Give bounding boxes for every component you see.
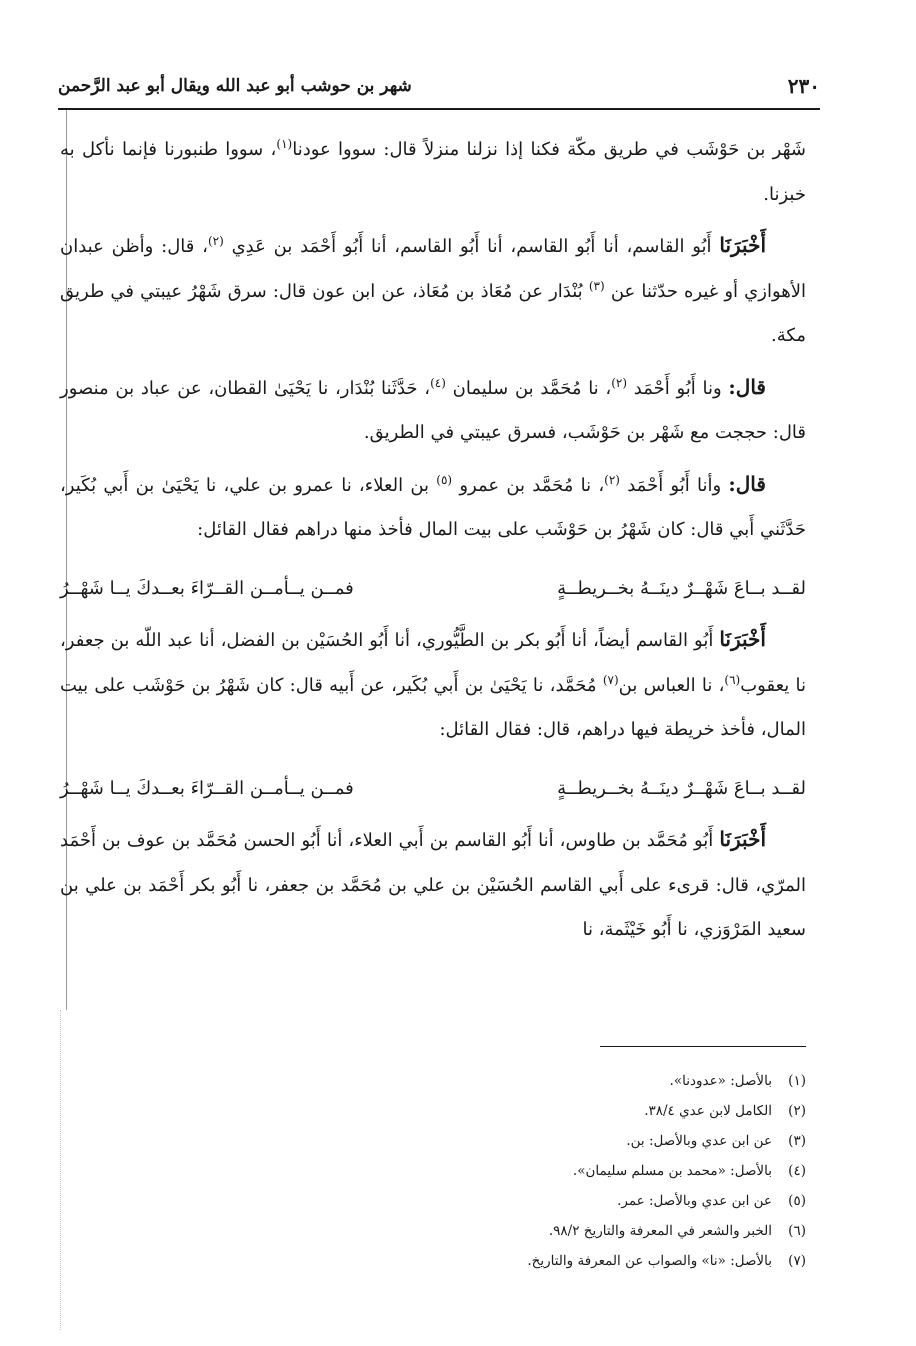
paragraph-1: شَهْر بن حَوْشَب في طريق مكّة فكنا إذا نزلنا منزلاً قال: سووا عودنا$^{(١)}$، سووا طنبورنا فإنما نأكل به خبزنا.	[60, 137, 806, 205]
footnote-item: (٥) عن ابن عدي وبالأصل: عمر.	[617, 1193, 806, 1209]
paragraph-3: قال: ونا أَبُو أَحْمَد $^{(٢)}$، نا مُحَمَّد بن سليمان $^{(٤)}$، حَدَّثَنا بُنْدَار، نا يَحْيَىٰ القطان، عن عباد بن منصور قال: حججت مع شَهْر بن حَوْشَب، فسرق عيبتي في الطريق.	[60, 374, 806, 443]
paragraph-6: أَخْبَرَنَا أَبُو مُحَمَّد بن طاوس، أنا أَبُو القاسم بن أَبي العلاء، أنا أَبُو الحسن مُحَمَّد بن عوف بن أَحْمَد المرّي، قال: قرىء على أَبي القاسم الحُسَيْن بن علي بن مُحَمَّد بن جعفر، نا أَبُو بكر أَحْمَد بن علي بن سعيد المَرْوَزي، نا أَبُو خَيْثَمة، نا	[60, 827, 806, 940]
akhbarana-lead: أَخْبَرَنَا	[719, 233, 766, 257]
footnote-item: (٢) الكامل لابن عدي ٣٨/٤.	[644, 1103, 806, 1119]
footnote-item: (٦) الخبر والشعر في المعرفة والتاريخ ٩٨/٢.	[548, 1223, 806, 1239]
footnote-ref-7[interactable]: (٧)	[602, 672, 619, 687]
verse-2-second-hemistich: فمــن يــأمــن القــرّاءَ بعــدكَ يــا شَهْــرُ	[60, 777, 354, 799]
footnote-item: (٣) عن ابن عدي وبالأصل: بن.	[626, 1133, 806, 1149]
paragraph-4: قال: وأنا أَبُو أَحْمَد $^{(٢)}$، نا مُحَمَّد بن عمرو $^{(٥)}$ بن العلاء، نا عمرو بن علي، نا يَحْيَىٰ بن أَبي بُكَير، حَدَّثَني أَبي قال: كان شَهْرُ بن حَوْشَب على بيت المال فأخذ منها دراهم فقال القائل:	[60, 471, 806, 540]
verse-1	[60, 567, 806, 612]
page-header	[58, 66, 820, 106]
header-rule	[58, 108, 820, 110]
akhbarana-lead-3: أَخْبَرَنَا	[719, 827, 766, 851]
qala-lead-2: قال:	[728, 471, 766, 496]
akhbarana-lead-2: أَخْبَرَنَا	[719, 627, 766, 651]
scan-margin-dotted-line	[60, 1010, 61, 1330]
footnote-item: (٧) بالأصل: «نا» والصواب عن المعرفة والتاريخ.	[527, 1253, 806, 1269]
footnote-ref-6[interactable]: (٦)	[724, 672, 741, 687]
footnote-ref-3[interactable]: (٣)	[588, 278, 605, 293]
verse-2-first-hemistich: لقــد بــاعَ شَهْــرٌ دينَــهُ بخــريطــةٍ	[557, 777, 806, 799]
footnote-ref-5[interactable]: (٥)	[436, 472, 453, 487]
footnotes	[440, 1066, 806, 1276]
verse-1-second-hemistich: فمــن يــأمــن القــرّاءَ بعــدكَ يــا شَهْــرُ	[60, 577, 354, 599]
verse-1-first-hemistich: لقــد بــاعَ شَهْــرٌ دينَــهُ بخــريطــةٍ	[557, 577, 806, 599]
main-text	[60, 128, 806, 959]
footnote-item: (٤) بالأصل: «محمد بن مسلم سليمان».	[572, 1163, 806, 1179]
footnote-ref-1[interactable]: (١)	[276, 137, 293, 151]
qala-lead: قال:	[728, 374, 766, 399]
paragraph-5: أَخْبَرَنَا أَبُو القاسم أيضاً، أنا أَبُو بكر بن الطَّيُّوري، أنا أَبُو الحُسَيْن بن الفضل، أنا عبد اللّه بن جعفر، نا يعقوب$^{(٦)}$، نا العباس بن$^{(٧)}$ مُحَمَّد، نا يَحْيَىٰ بن أَبي بُكَير، عن أَبيه قال: كان شَهْرُ بن حَوْشَب على بيت المال، فأخذ خريطة فيها دراهم، قال: فقال القائل:	[60, 627, 806, 740]
paragraph-2: أَخْبَرَنَا أَبُو القاسم، أنا أَبُو القاسم، أنا أَبُو القاسم، أنا أَبُو أَحْمَد بن عَدِي $^{(٢)}$، قال: وأظن عبدان الأهوازي أو غيره حدّثنا عن $^{(٣)}$ بُنْدَار عن مُعَاذ بن مُعَاذ، عن ابن عون قال: سرق شَهْرُ عيبتي في طريق مكة.	[60, 233, 806, 346]
running-title: شهر بن حوشب أبو عبد الله ويقال أبو عبد الرَّحمن	[58, 76, 412, 96]
footnote-ref-2b[interactable]: (٢)	[611, 375, 628, 390]
footnote-ref-4[interactable]: (٤)	[430, 375, 446, 390]
footnote-item: (١) بالأصل: «عدودنا».	[669, 1073, 806, 1089]
page-number: ٢٣٠	[787, 74, 820, 98]
footnote-ref-2c[interactable]: (٢)	[604, 472, 620, 487]
footnote-ref-2[interactable]: (٢)	[207, 234, 224, 248]
verse-2	[60, 767, 806, 812]
footnote-rule	[600, 1046, 806, 1047]
